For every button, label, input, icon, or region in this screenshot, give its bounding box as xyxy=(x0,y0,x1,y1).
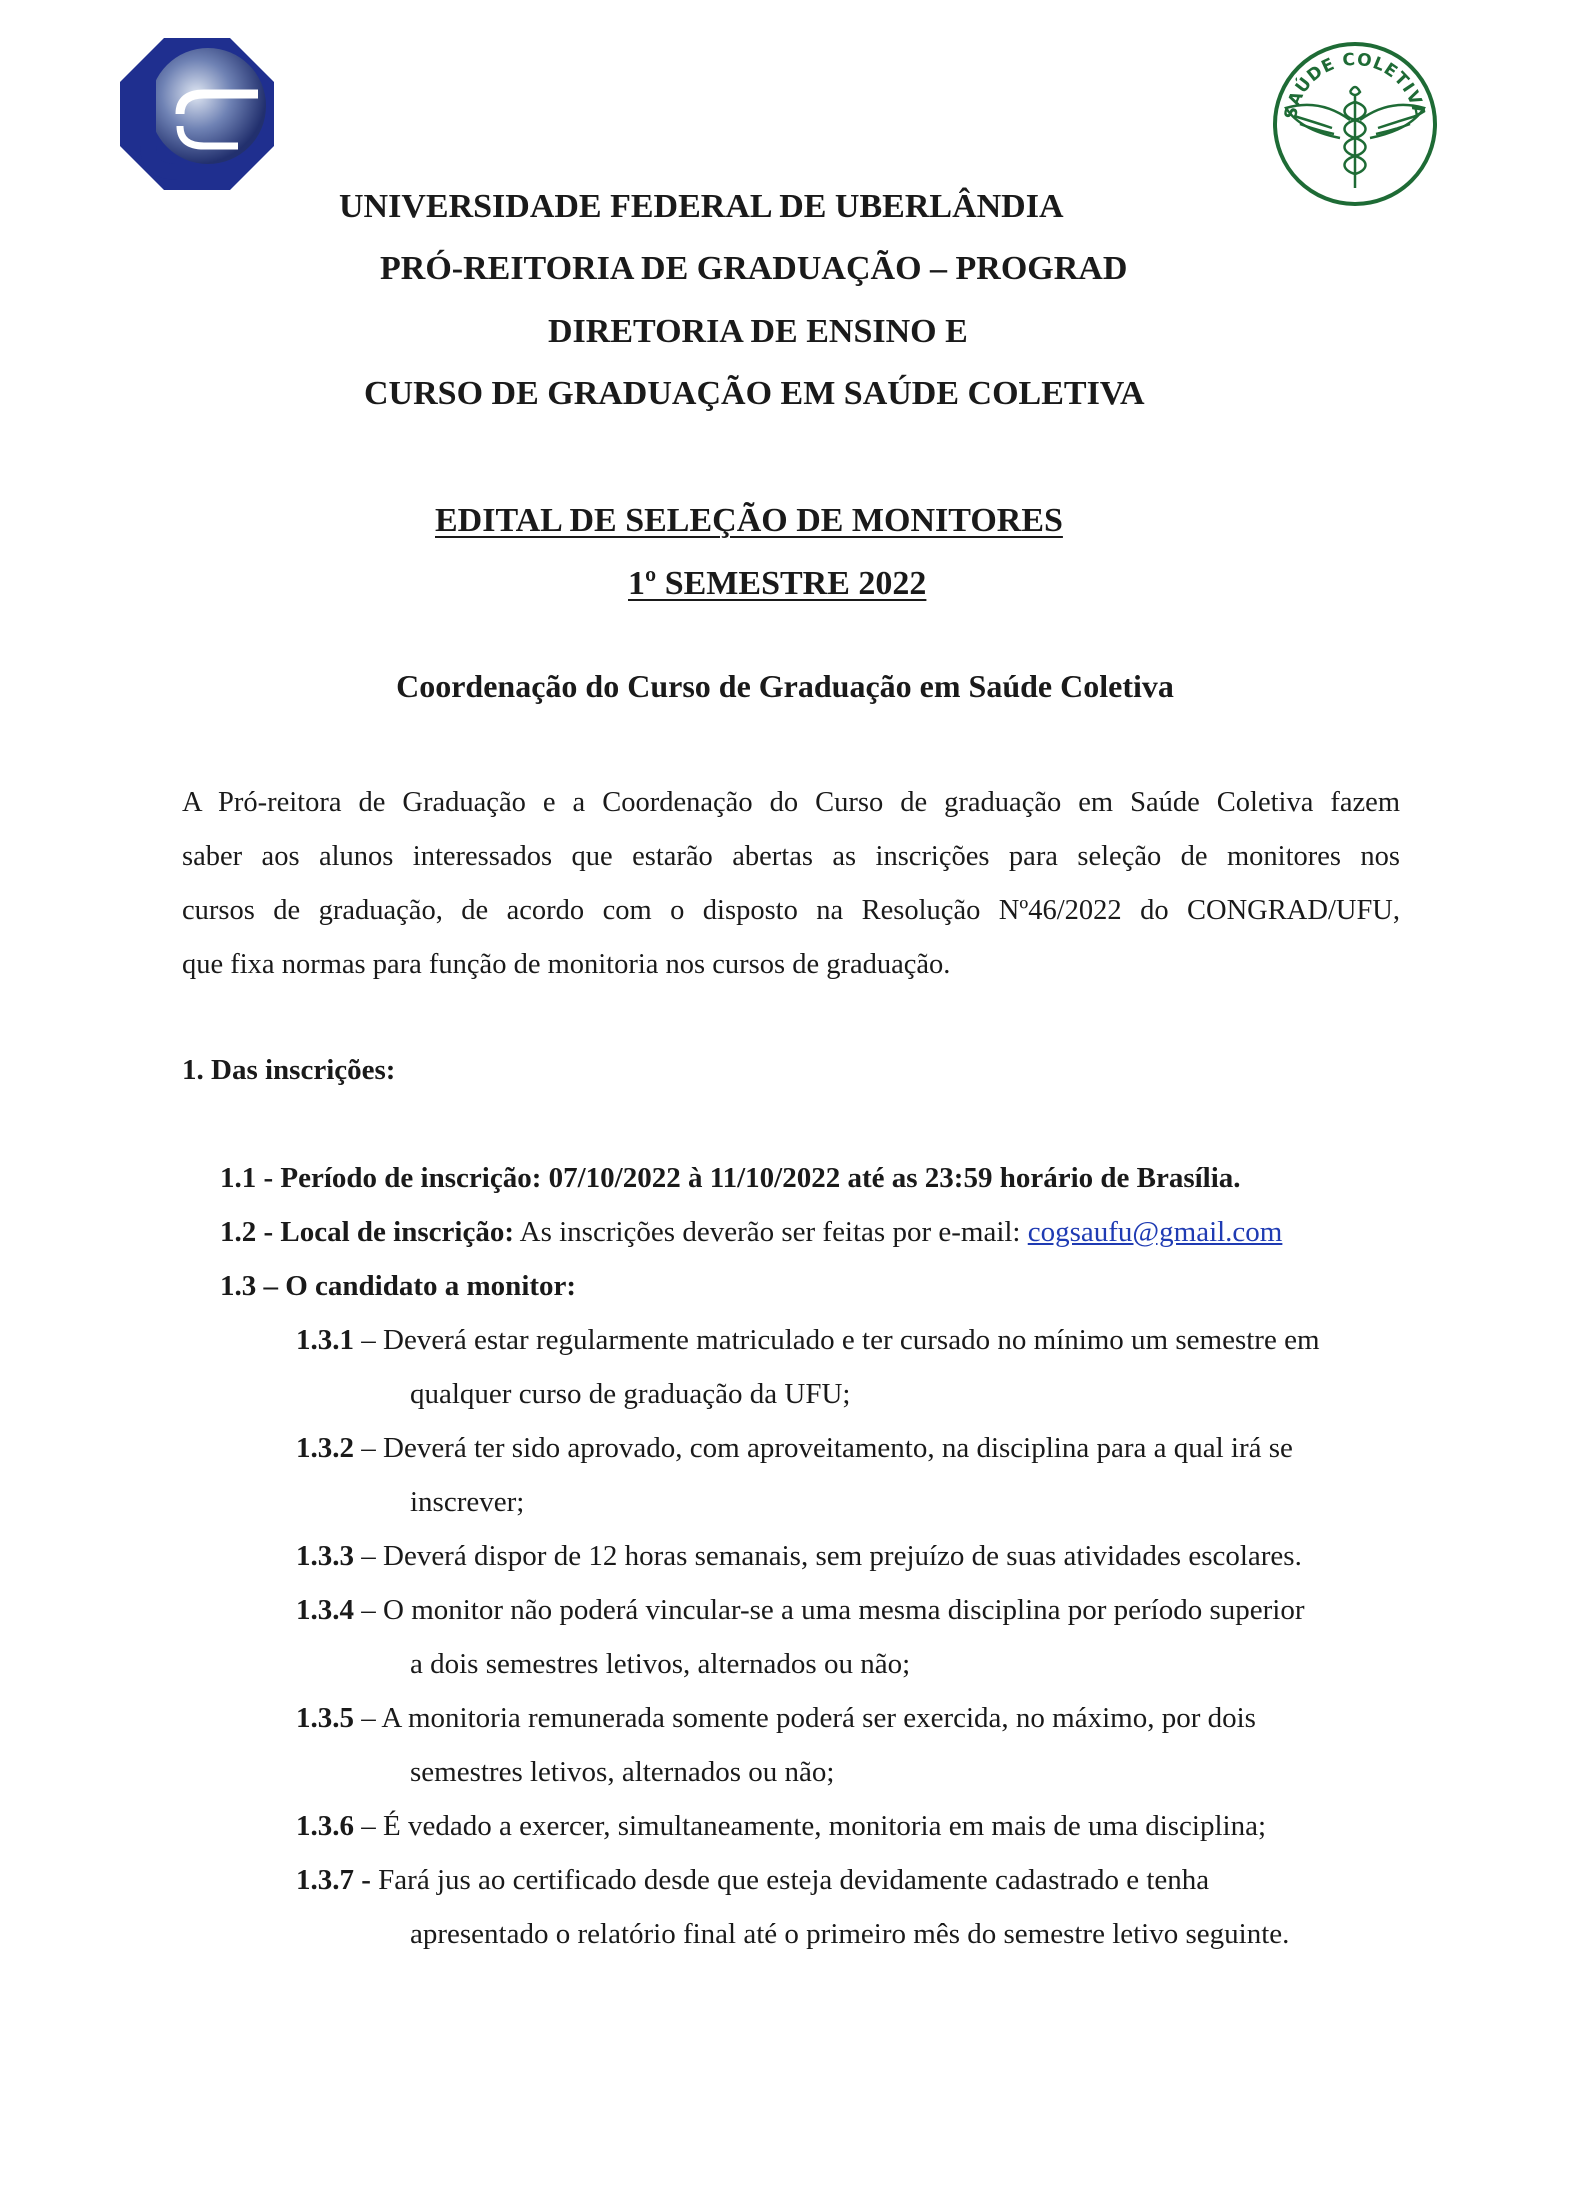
item-text: Deverá ter sido aprovado, com aproveitamento, na disciplina para a qual irá se xyxy=(383,1432,1293,1464)
item-number: 1.3.7 xyxy=(296,1864,354,1896)
item-1-3-2-cont: inscrever; xyxy=(410,1486,525,1518)
item-1-3-3 xyxy=(296,1540,1302,1573)
item-number: 1.3.6 xyxy=(296,1810,354,1842)
item-text: Fará jus ao certificado desde que esteja devidamente cadastrado e tenha xyxy=(378,1864,1210,1896)
item-1-3-4-cont: a dois semestres letivos, alternados ou não; xyxy=(410,1648,911,1680)
item-1-3-6 xyxy=(296,1810,1266,1843)
item-1-3-1-cont: qualquer curso de graduação da UFU; xyxy=(410,1378,851,1410)
header-line-2: PRÓ-REITORIA DE GRADUAÇÃO – PROGRAD xyxy=(380,250,1128,287)
item-1-2 xyxy=(220,1216,1282,1249)
item-text: A monitoria remunerada somente poderá ser exercida, no máximo, por dois xyxy=(381,1702,1256,1734)
item-number: 1.3.1 xyxy=(296,1324,354,1356)
item-1-3-5 xyxy=(296,1702,1256,1735)
item-number: 1.3.5 xyxy=(296,1702,354,1734)
svg-text:SAÚDE COLETIVA: SAÚDE COLETIVA xyxy=(1281,49,1430,121)
item-text: Deverá dispor de 12 horas semanais, sem prejuízo de suas atividades escolares. xyxy=(383,1540,1302,1572)
intro-line: que fixa normas para função de monitoria nos cursos de graduação. xyxy=(182,949,951,980)
coordination-subtitle: Coordenação do Curso de Graduação em Saúde Coletiva xyxy=(396,668,1174,704)
item-separator: – xyxy=(354,1432,383,1464)
item-separator: – xyxy=(354,1540,383,1572)
intro-line: cursos de graduação, de acordo com o disposto na Resolução Nº46/2022 do CONGRAD/UFU, xyxy=(182,895,1400,926)
item-separator: – xyxy=(354,1324,383,1356)
item-1-3-5-cont: semestres letivos, alternados ou não; xyxy=(410,1756,835,1788)
item-text: Deverá estar regularmente matriculado e ter cursado no mínimo um semestre em xyxy=(383,1324,1320,1356)
item-separator: – xyxy=(354,1810,383,1842)
item-separator: - xyxy=(354,1864,379,1896)
item-text: É vedado a exercer, simultaneamente, monitoria em mais de uma disciplina; xyxy=(383,1810,1267,1842)
edital-title-line-1: EDITAL DE SELEÇÃO DE MONITORES xyxy=(435,502,1063,539)
email-link[interactable]: cogsaufu@gmail.com xyxy=(1027,1216,1283,1248)
edital-title-line-2: 1º SEMESTRE 2022 xyxy=(628,565,927,602)
intro-line: saber aos alunos interessados que estarão abertas as inscrições para seleção de monitores nos xyxy=(182,841,1400,872)
item-separator: – xyxy=(354,1594,383,1626)
item-1-3-7-cont: apresentado o relatório final até o primeiro mês do semestre letivo seguinte. xyxy=(410,1918,1290,1950)
intro-paragraph xyxy=(182,776,1400,992)
ufu-logo xyxy=(118,36,276,192)
item-1-3-7 xyxy=(296,1864,1209,1897)
item-separator: – xyxy=(354,1702,382,1734)
item-1-1: 1.1 - Período de inscrição: 07/10/2022 à 11/10/2022 até as 23:59 horário de Brasília. xyxy=(220,1162,1241,1194)
header-line-4: CURSO DE GRADUAÇÃO EM SAÚDE COLETIVA xyxy=(364,375,1145,412)
item-1-3: 1.3 – O candidato a monitor: xyxy=(220,1270,577,1302)
item-1-3-2 xyxy=(296,1432,1293,1465)
intro-line: A Pró-reitora de Graduação e a Coordenação do Curso de graduação em Saúde Coletiva fazem xyxy=(182,787,1400,818)
item-text: O monitor não poderá vincular-se a uma mesma disciplina por período superior xyxy=(383,1594,1305,1626)
saude-coletiva-logo xyxy=(1270,38,1440,210)
section-heading: 1. Das inscrições: xyxy=(182,1054,396,1086)
item-1-2-label: 1.2 - Local de inscrição: xyxy=(220,1216,514,1248)
item-1-3-1 xyxy=(296,1324,1320,1357)
item-1-2-text: As inscrições deverão ser feitas por e-mail: xyxy=(513,1216,1028,1248)
item-number: 1.3.3 xyxy=(296,1540,354,1572)
item-number: 1.3.4 xyxy=(296,1594,354,1626)
item-1-3-4 xyxy=(296,1594,1305,1627)
header-line-3: DIRETORIA DE ENSINO E xyxy=(548,313,968,350)
item-number: 1.3.2 xyxy=(296,1432,354,1464)
header-line-1: UNIVERSIDADE FEDERAL DE UBERLÂNDIA xyxy=(339,188,1064,225)
